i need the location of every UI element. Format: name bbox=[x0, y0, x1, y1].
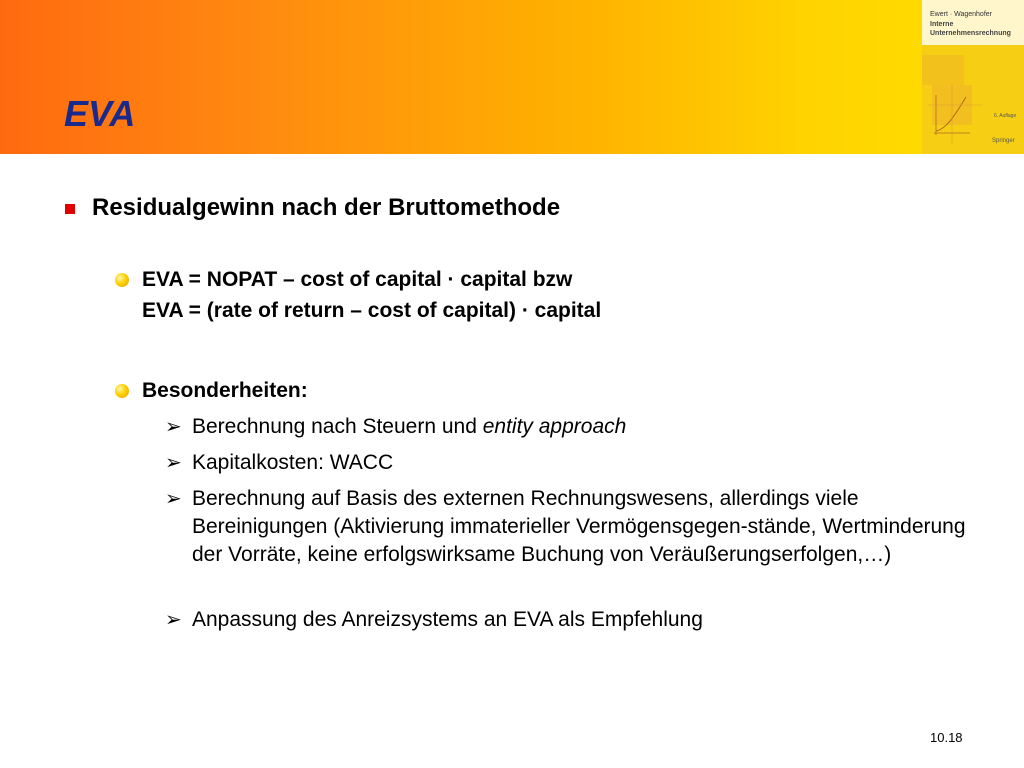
sub-bullet-steuern bbox=[192, 413, 972, 441]
arrow-right-icon: ➢ bbox=[165, 416, 182, 438]
besonderheiten-heading: Besonderheiten: bbox=[142, 379, 308, 402]
book-publisher: Springer bbox=[992, 138, 1015, 144]
book-authors: Ewert · Wagenhofer bbox=[930, 11, 992, 18]
formula-line-2: EVA = (rate of return – cost of capital) · capital bbox=[142, 299, 602, 322]
sub-bullet-steuern-text: Berechnung nach Steuern und bbox=[192, 415, 483, 438]
page-number: 10.18 bbox=[930, 730, 963, 745]
book-edition: 6. Auflage bbox=[994, 113, 1017, 119]
sub-bullet-wacc: Kapitalkosten: WACC bbox=[192, 451, 394, 474]
slide-title: EVA bbox=[64, 93, 136, 134]
book-title-line1: Interne bbox=[930, 21, 954, 28]
arrow-right-icon: ➢ bbox=[165, 488, 182, 510]
book-title-line2: Unternehmensrechnung bbox=[930, 30, 1011, 37]
formula-line-1: EVA = NOPAT – cost of capital · capital bzw bbox=[142, 268, 573, 291]
yellow-dot-bullet-icon bbox=[115, 384, 129, 398]
arrow-right-icon: ➢ bbox=[165, 609, 182, 631]
sub-bullet-anreizsystem: Anpassung des Anreizsystems an EVA als Empfehlung bbox=[192, 608, 703, 631]
red-square-bullet-icon bbox=[65, 204, 75, 214]
yellow-dot-bullet-icon bbox=[115, 273, 129, 287]
bullet-residualgewinn: Residualgewinn nach der Bruttomethode bbox=[92, 194, 561, 221]
arrow-right-icon: ➢ bbox=[165, 452, 182, 474]
sub-bullet-rechnungswesen: Berechnung auf Basis des externen Rechnungswesens, allerdings viele Bereinigungen (Aktivierung immaterieller Vermögensgegen-stände, Wertminderung der Vorräte, keine erfolgswirksame Buchung von Veräußerungserfolgen,…) bbox=[192, 487, 966, 566]
sub-bullet-entity-approach: entity approach bbox=[482, 415, 627, 438]
